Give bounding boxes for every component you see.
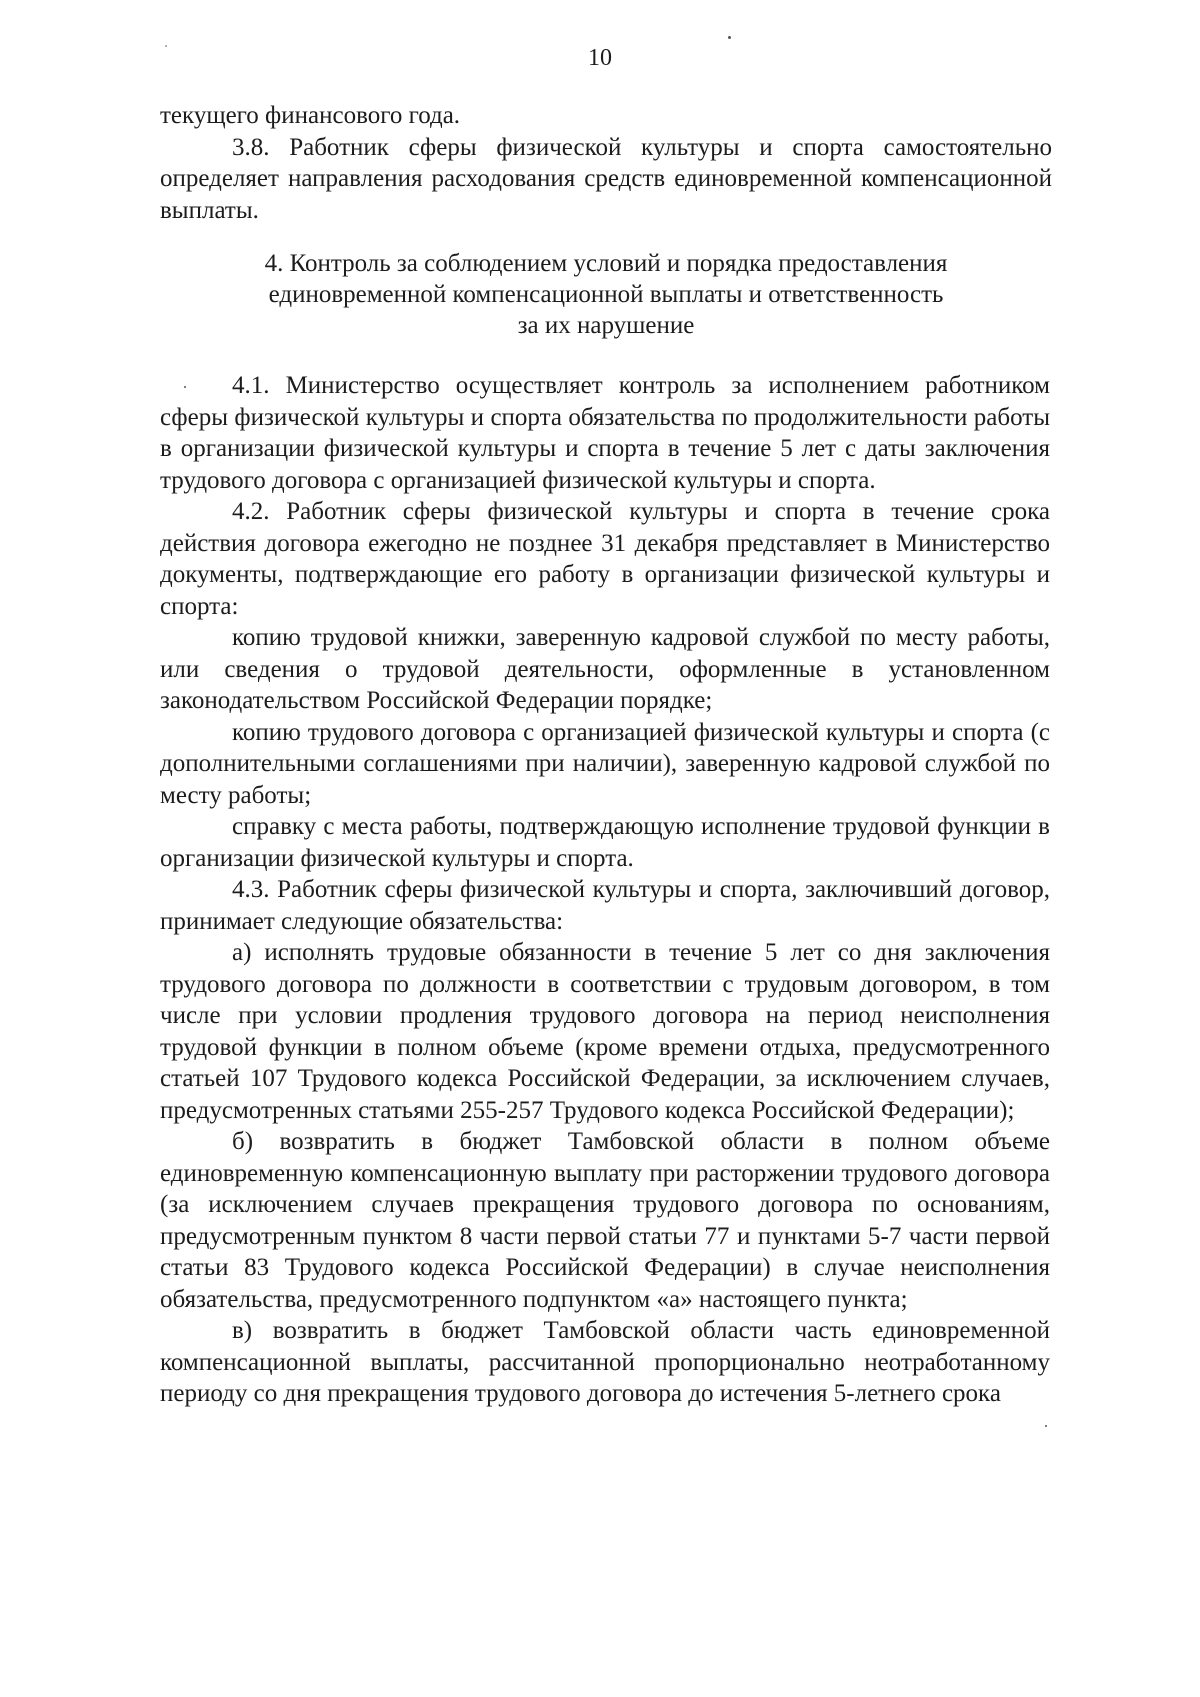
paragraph-4-3: 4.3. Работник сферы физической культуры и спорта, заключивший договор, принимает следующие обязательства: (160, 876, 1050, 935)
obligation-item-a: а) исполнять трудовые обязанности в течение 5 лет со дня заключения трудового договора по должности в соответствии с трудовым договором, в том числе при условии продления трудового договора на период неисполнения трудовой функции в полном объеме (кроме времени отдыха, предусмотренного статьей 107 Трудового кодекса Российской Федерации, за исключением случаев, предусмотренных статьями 255-257 Трудового кодекса Российской Федерации); (160, 939, 1050, 1124)
page-number: 10 (588, 45, 612, 71)
obligation-item-c: в) возвратить в бюджет Тамбовской области часть единовременной компенсационной выплаты, рассчитанной пропорционально неотработанному периоду со дня прекращения трудового договора до истечения 5-летнего срока (160, 1317, 1050, 1407)
section-heading (200, 248, 1012, 341)
intro-block (160, 100, 1052, 226)
scan-speck (165, 45, 167, 47)
paragraph-4-2: 4.2. Работник сферы физической культуры и спорта в течение срока действия договора ежегодно не позднее 31 декабря представляет в Министерство документы, подтверждающие его работу в организации физической культуры и спорта: (160, 498, 1050, 620)
obligation-item-b: б) возвратить в бюджет Тамбовской области в полном объеме единовременную компенсационную выплату при расторжении трудового договора (за исключением случаев прекращения трудового договора по основаниям, предусмотренным пунктом 8 части первой статьи 77 и пунктами 5-7 части первой статьи 83 Трудового кодекса Российской Федерации) в случае неисполнения обязательства, предусмотренного подпунктом «а» настоящего пункта; (160, 1128, 1050, 1313)
section-4-body (160, 370, 1050, 1410)
paragraph-3-8: 3.8. Работник сферы физической культуры и спорта самостоятельно определяет направления расходования средств единовременной компенсационной выплаты. (160, 133, 1052, 224)
document-item-1: копию трудовой книжки, заверенную кадровой службой по месту работы, или сведения о трудовой деятельности, оформленные в установленном законодательством Российской Федерации порядке; (160, 624, 1050, 714)
paragraph-continuation: текущего финансового года. (160, 102, 461, 129)
document-item-2: копию трудового договора с организацией физической культуры и спорта (с дополнительными соглашениями при наличии), заверенную кадровой службой по месту работы; (160, 718, 1050, 809)
heading-line: 4. Контроль за соблюдением условий и порядка предоставления (264, 250, 948, 277)
scan-speck (1045, 1425, 1047, 1427)
scan-speck (728, 36, 731, 39)
document-item-3: справку с места работы, подтверждающую исполнение трудовой функции в организации физической культуры и спорта. (160, 813, 1050, 872)
paragraph-4-1: 4.1. Министерство осуществляет контроль за исполнением работником сферы физической культуры и спорта обязательства по продолжительности работы в организации физической культуры и спорта в течение 5 лет с даты заключения трудового договора с организацией физической культуры и спорта. (160, 372, 1050, 494)
scan-speck (184, 386, 186, 388)
heading-line: единовременной компенсационной выплаты и ответственность (268, 281, 944, 308)
heading-line: за их нарушение (517, 312, 695, 339)
